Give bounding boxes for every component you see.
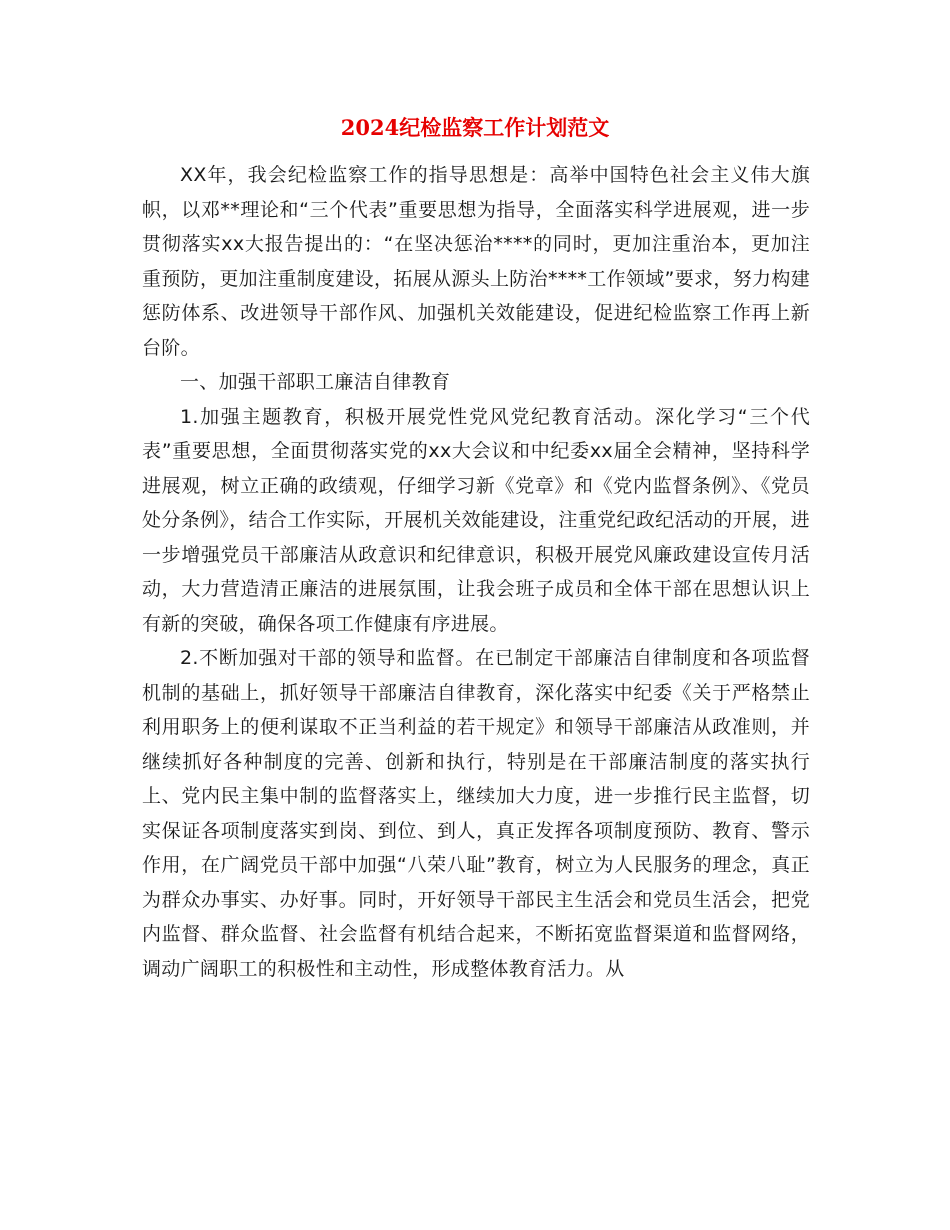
document-title: 2024纪检监察工作计划范文 [340,115,610,140]
paragraph-item-1: 1.加强主题教育，积极开展党性党风党纪教育活动。深化学习“三个代表”重要思想，全面贯彻落实党的xx大会议和中纪委xx届全会精神，坚持科学进展观，树立正确的政绩观，仔细学习新《党章》和《党内监督条例》、《党员处分条例》，结合工作实际，开展机关效能建设，注重党纪政纪活动的开展，进一步增强党员干部廉洁从政意识和纪律意识，积极开展党风廉政建设宣传月活动，大力营造清正廉洁的进展氛围，让我会班子成员和全体干部在思想认识上有新的突破，确保各项工作健康有序进展。 [142,405,810,635]
paragraph-item-2: 2.不断加强对干部的领导和监督。在已制定干部廉洁自律制度和各项监督机制的基础上，抓好领导干部廉洁自律教育，深化落实中纪委《关于严格禁止利用职务上的便利谋取不正当利益的若干规定》和领导干部廉洁从政准则，并继续抓好各种制度的完善、创新和执行，特别是在干部廉洁制度的落实执行上、党内民主集中制的监督落实上，继续加大力度，进一步推行民主监督，切实保证各项制度落实到岗、到位、到人，真正发挥各项制度预防、教育、警示作用，在广阔党员干部中加强“八荣八耻”教育，树立为人民服务的理念，真正为群众办事实、办好事。同时，开好领导干部民主生活会和党员生活会，把党内监督、群众监督、社会监督有机结合起来，不断拓宽监督渠道和监督网络，调动广阔职工的积极性和主动性，形成整体教育活力。从 [142,647,810,980]
paragraph-guiding-thought: XX年，我会纪检监察工作的指导思想是：高举中国特色社会主义伟大旗帜，以邓**理论和“三个代表”重要思想为指导，全面落实科学进展观，进一步贯彻落实xx大报告提出的：“在坚决惩治****的同时，更加注重治本，更加注重预防，更加注重制度建设，拓展从源头上防治****工作领域”要求，努力构建惩防体系、改进领导干部作风、加强机关效能建设，促进纪检监察工作再上新台阶。 [142,164,810,359]
section-heading-1: 一、加强干部职工廉洁自律教育 [180,371,451,393]
document-body [142,158,810,986]
